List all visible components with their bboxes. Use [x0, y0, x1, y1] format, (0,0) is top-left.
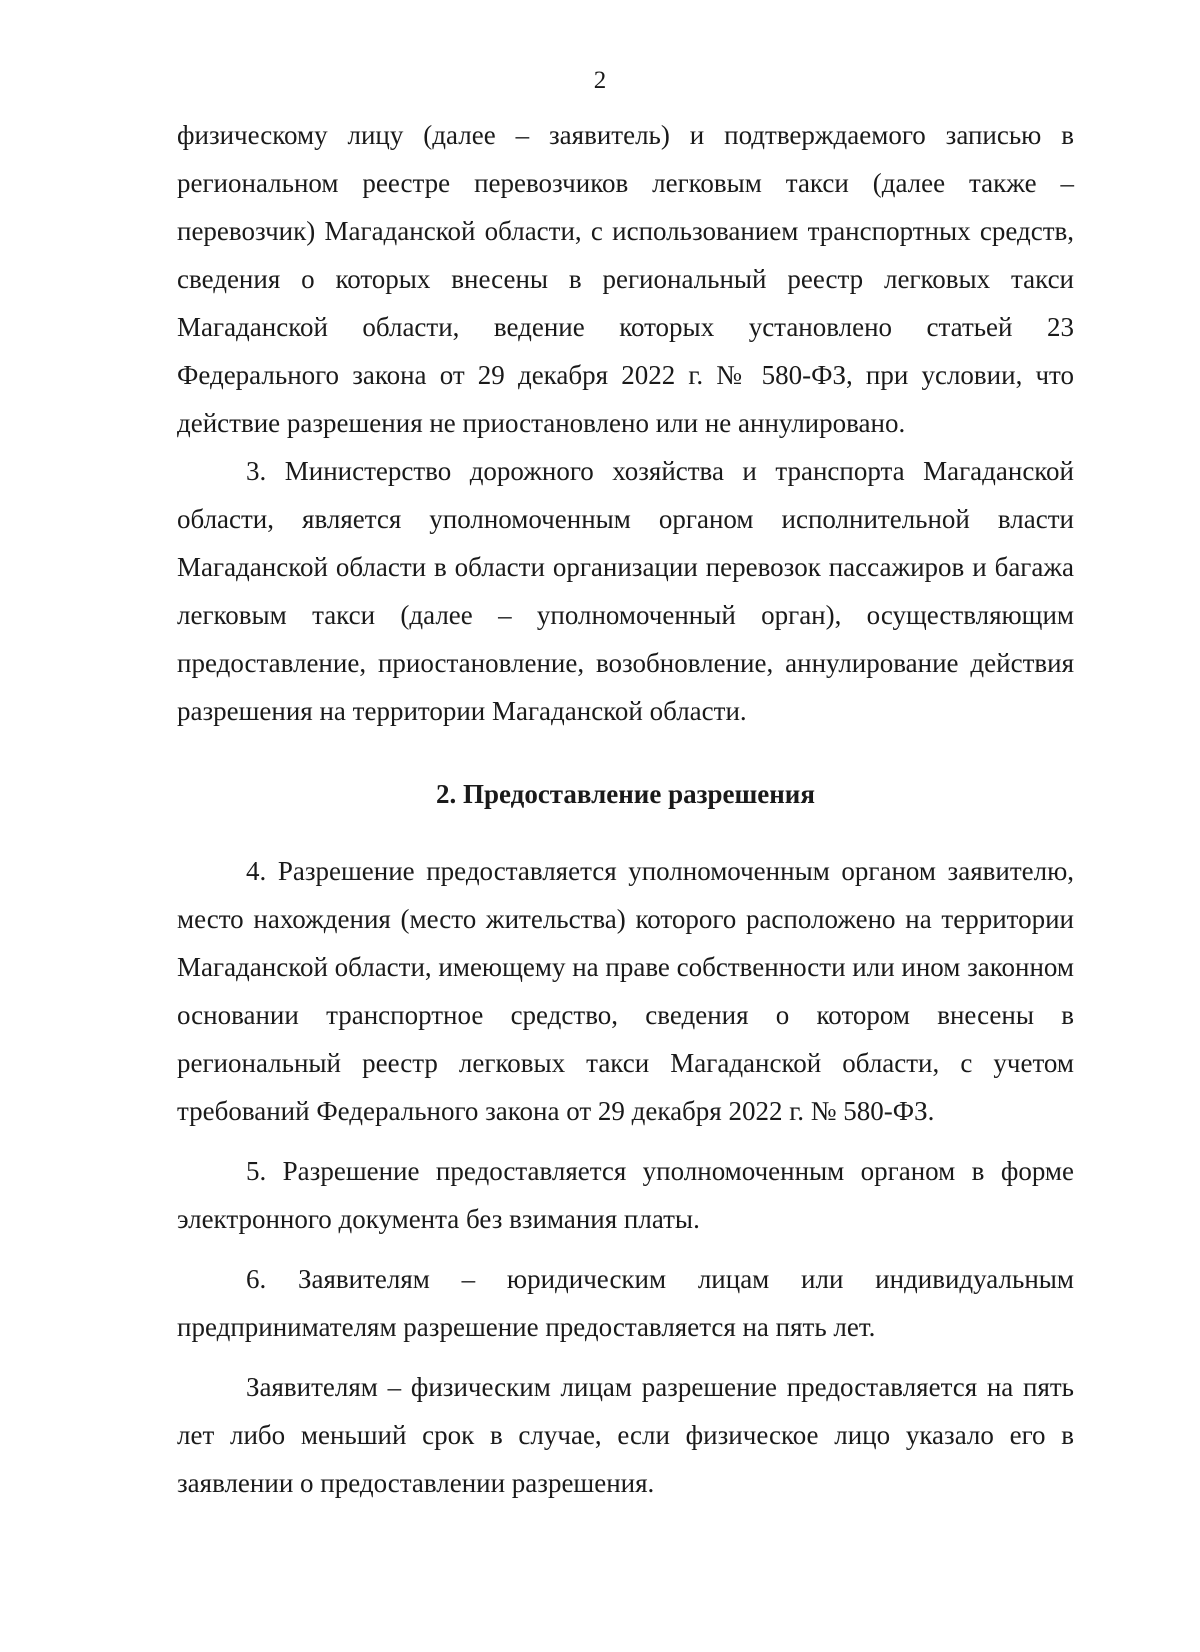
paragraph-clause-6: 6. Заявителям – юридическим лицам или индивидуальным предпринимателям разрешение предоставляется на пять лет.: [177, 1264, 1074, 1342]
paragraph-clause-6-individuals: Заявителям – физическим лицам разрешение предоставляется на пять лет либо меньший срок в случае, если физическое лицо указало его в заявлении о предоставлении разрешения.: [177, 1372, 1074, 1498]
paragraph-clause-3: 3. Министерство дорожного хозяйства и транспорта Магаданской области, является уполномоченным органом исполнительной власти Магаданской области в области организации перевозок пассажиров и багажа легковым такси (далее – уполномоченный орган), осуществляющим предоставление, приостановление, возобновление, аннулирование действия разрешения на территории Магаданской области.: [177, 456, 1074, 726]
section-heading: 2. Предоставление разрешения: [436, 779, 815, 809]
paragraph-clause-5: 5. Разрешение предоставляется уполномоченным органом в форме электронного документа без взимания платы.: [177, 1156, 1074, 1234]
page-number: 2: [593, 67, 607, 94]
document-body: [177, 111, 1074, 1507]
paragraph-clause-4: 4. Разрешение предоставляется уполномоченным органом заявителю, место нахождения (место жительства) которого расположено на территории Магаданской области, имеющему на праве собственности или ином законном основании транспортное средство, сведения о котором внесены в региональный реестр легковых такси Магаданской области, с учетом требований Федерального закона от 29 декабря 2022 г. № 580-ФЗ.: [177, 856, 1074, 1126]
paragraph-continuation: физическому лицу (далее – заявитель) и подтверждаемого записью в региональном реестре перевозчиков легковым такси (далее также – перевозчик) Магаданской области, с использованием транспортных средств, сведения о которых внесены в региональный реестр легковых такси Магаданской области, ведение которых установлено статьей 23 Федерального закона от 29 декабря 2022 г. № 580-ФЗ, при условии, что действие разрешения не приостановлено или не аннулировано.: [177, 120, 1074, 438]
